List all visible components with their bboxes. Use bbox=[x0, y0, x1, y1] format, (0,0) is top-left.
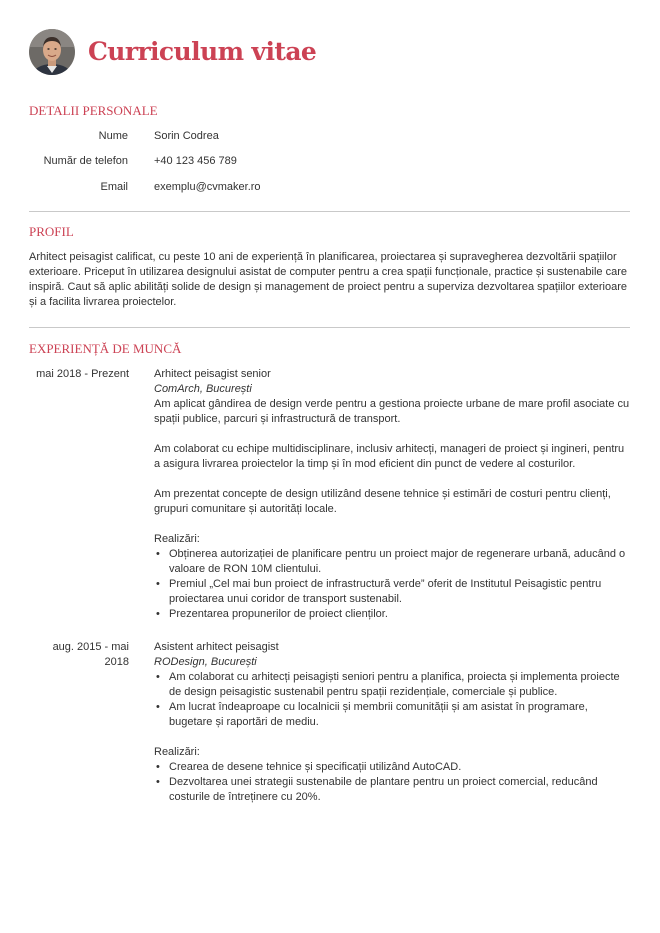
job-company: ComArch, București bbox=[154, 383, 252, 395]
list-item: • Am colaborat cu arhitecți peisagiști seniori pentru a planifica, proiecta și implementa proiecte de design peisagistic sustenabil pentru spații rezidențiale, comerciale și publice. bbox=[154, 670, 630, 700]
achievements-label: Realizări: bbox=[154, 533, 200, 545]
achievements-list bbox=[154, 547, 630, 622]
list-item: • Premiul „Cel mai bun proiect de infrastructură verde” oferit de Institutul Peisagistic pentru proiectarea unui coridor de transport sustenabil. bbox=[154, 577, 630, 607]
page-title: Curriculum vitae bbox=[88, 37, 317, 66]
job-paragraph: Am aplicat gândirea de design verde pentru a gestiona proiecte urbane de mare profil asociate cu spații publice, parcuri și infrastructură de transport. bbox=[154, 398, 630, 425]
job-paragraph: Am colaborat cu echipe multidisciplinare, inclusiv arhitecți, manageri de proiect și ingineri, pentru a asigura livrarea proiectelor la timp și în mod eficient din punct de vedere al costurilor. bbox=[154, 443, 625, 470]
job-date: aug. 2015 - mai 2018 bbox=[52, 641, 129, 668]
list-item: • Obținerea autorizației de planificare pentru un proiect major de regenerare urbană, aducând o valoare de RON 10M clientului. bbox=[154, 547, 630, 577]
job-paragraph: Am prezentat concepte de design utilizând desene tehnice și estimări de costuri pentru clienți, grupuri comunitare și autorități locale. bbox=[154, 488, 611, 515]
list-item: • Crearea de desene tehnice și specificații utilizând AutoCAD. bbox=[154, 760, 630, 775]
list-item: • Prezentarea propunerilor de proiect clienților. bbox=[154, 607, 630, 622]
achievements-label: Realizări: bbox=[154, 746, 200, 758]
personal-label: Email bbox=[100, 181, 128, 193]
avatar bbox=[29, 29, 75, 75]
job-company: RODesign, București bbox=[154, 656, 257, 668]
personal-value: +40 123 456 789 bbox=[154, 155, 237, 167]
section-divider bbox=[29, 211, 630, 212]
job-body bbox=[154, 640, 630, 805]
list-item: • Am lucrat îndeaproape cu localnicii și membrii comunității și am asistat în programare, bugetare și raportări de mediu. bbox=[154, 700, 630, 730]
responsibilities-list bbox=[154, 670, 630, 730]
section-title-experience: EXPERIENȚĂ DE MUNCĂ bbox=[29, 341, 182, 356]
personal-row-phone bbox=[29, 154, 629, 169]
profile-text: Arhitect peisagist calificat, cu peste 10 ani de experiență în planificarea, proiectarea și supravegherea dezvoltării spațiilor exterioare. Priceput în utilizarea designului asistat de computer pentru a crea spații funcționale, practice și sustenabile care inspiră. Caut să aplic abilități solide de design și management de proiect pentru a superviza dezvoltarea spațiilor exterioare și a facilita livrarea proiectelor. bbox=[29, 251, 627, 308]
list-item: • Dezvoltarea unei strategii sustenabile de plantare pentru un proiect comercial, reducând costurile de întreținere cu 20%. bbox=[154, 775, 630, 805]
personal-label: Nume bbox=[98, 130, 128, 142]
personal-label: Număr de telefon bbox=[43, 155, 128, 167]
section-title-personal: DETALII PERSONALE bbox=[29, 103, 158, 118]
job-body bbox=[154, 367, 630, 622]
job-date: mai 2018 - Prezent bbox=[36, 368, 129, 380]
job-title: Asistent arhitect peisagist bbox=[154, 641, 279, 653]
achievements-list bbox=[154, 760, 630, 805]
section-title-profile: PROFIL bbox=[29, 224, 74, 239]
personal-value: exemplu@cvmaker.ro bbox=[154, 181, 261, 193]
cv-header bbox=[29, 29, 316, 75]
job-title: Arhitect peisagist senior bbox=[154, 368, 271, 380]
personal-row-email bbox=[29, 180, 629, 195]
personal-value: Sorin Codrea bbox=[154, 130, 219, 142]
personal-row-name bbox=[29, 129, 629, 144]
section-divider bbox=[29, 327, 630, 328]
